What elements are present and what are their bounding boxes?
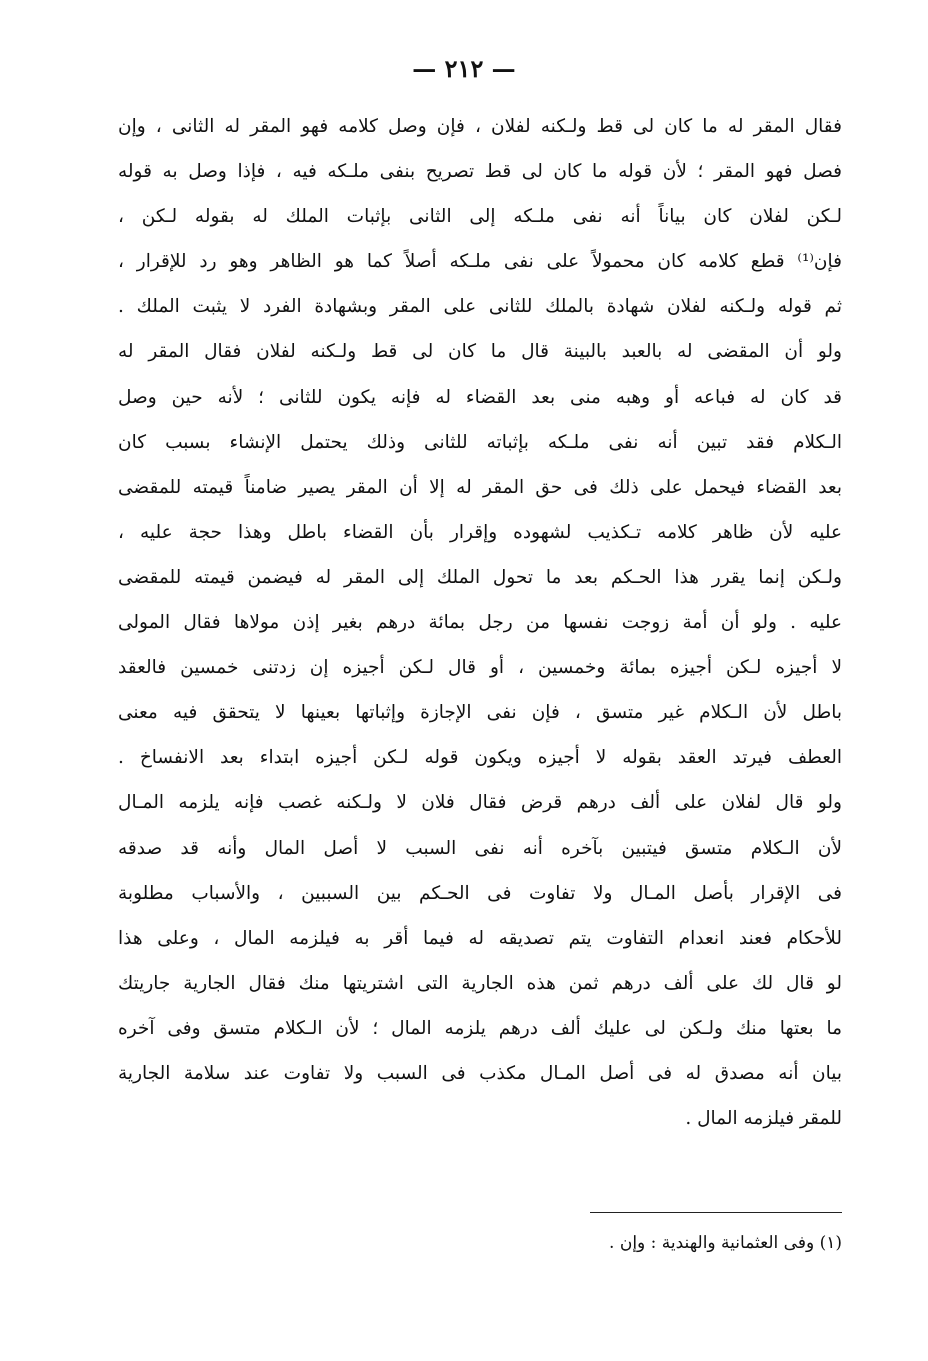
- footnote-divider: [590, 1212, 842, 1213]
- text-line: بعد القضاء فيحمل على ذلك فى حق المقر له إلا أن المقر يصير ضامناً قيمته للمقضى: [118, 476, 842, 498]
- text-line: لـكن لفلان كان بياناً أنه نفى ملـكه إلى الثانى بإثبات الملك له بقوله لـكن ،: [118, 206, 842, 228]
- text-line: العطف فيرتد العقد بقوله لا أجيزه ويكون قوله لـكن أجيزه ابتداء بعد الانفساخ .: [118, 747, 842, 769]
- footnote: (١) وفى العثمانية والهندية : وإن .: [609, 1233, 842, 1253]
- text-line: لأن الـكلام متسق فيتبين بآخره أنه نفى السبب لا أصل المال وأنه قد صدقه: [118, 837, 842, 859]
- text-line: ما بعتها منك ولـكن لى عليك ألف درهم يلزمه المال ؛ لأن الـكلام متسق وفى آخره: [118, 1017, 842, 1039]
- text-line: فصل فهو المقر ؛ لأن قوله ما كان لى قط تصريح بنفى ملـكه فيه ، فإذا وصل به قوله: [118, 161, 842, 183]
- text-line: لا أجيزه لـكن أجيزه بمائة وخمسين ، أو قال لـكن أجيزه إن زدتنى خمسين فالعقد: [118, 657, 842, 679]
- text-line: الـكلام فقد تبين أنه نفى ملـكه بإثباته للثانى وذلك يحتمل الإنشاء بسبب كان: [118, 431, 842, 453]
- text-line: فقال المقر له ما كان لى قط ولـكنه لفلان ، فإن وصل كلامه فهو المقر له الثانى ، وإن: [118, 116, 842, 137]
- text-line: ولـكن إنما يقرر هذا الحـكم بعد ما تحول الملك إلى المقر له فيضمن قيمته للمقضى: [118, 566, 842, 588]
- text-line: ولو أن المقضى له بالعبد بالبينة قال ما كان لى قط ولـكنه لفلان فقال المقر له: [118, 341, 842, 363]
- text-line: ولو قال لفلان على ألف درهم قرض فقال فلان لا ولـكنه غصب فإنه يلزمه المـال: [118, 792, 842, 814]
- text-line: للأحكام فعند انعدام التفاوت يتم تصديقه له فيما أقر به فيلزمه المال ، وعلى هذا: [118, 927, 842, 949]
- body-text: [118, 104, 842, 1141]
- text-line: فى الإقرار بأصل المـال ولا تفاوت فى الحـكم بين السببين ، والأسباب مطلوبة: [118, 882, 842, 904]
- text-line: بيان أنه مصدق له فى أصل المـال مكذب فى السبب ولا تفاوت عند سلامة الجارية: [118, 1062, 842, 1084]
- text-line: للمقر فيلزمه المال .: [685, 1108, 842, 1130]
- page-number: — ٢١٢ —: [412, 54, 516, 83]
- text-line: عليه . ولو أن أمة زوجت نفسها من رجل بمائة درهم بغير إذن مولاها فقال المولى: [118, 612, 842, 634]
- text-line: قد كان له فباعه أو وهبه منى بعد القضاء له فإنه يكون للثانى ؛ لأنه حين وصل: [118, 386, 842, 408]
- text-line: عليه لأن ظاهر كلامه تـكذيب لشهوده وإقرار بأن القضاء باطل وهذا حجة عليه ،: [118, 521, 842, 543]
- text-line: باطل لأن الـكلام غير متسق ، فإن نفى الإجازة وإثباتها بعينها لا يتحقق فيه معنى: [118, 702, 842, 724]
- text-line: ثم قوله ولـكنه لفلان شهادة بالملك للثانى على المقر وبشهادة الفرد لا يثبت الملك .: [118, 296, 842, 318]
- text-line: فإن⁽¹⁾ قطع كلامه كان محمولاً على نفى ملـكه أصلاً كما هو الظاهر وهو رد للإقرار ،: [118, 251, 842, 273]
- text-line: لو قال لك على ألف درهم ثمن هذه الجارية التى اشتريتها منك فقال الجارية جاريتك: [118, 972, 842, 994]
